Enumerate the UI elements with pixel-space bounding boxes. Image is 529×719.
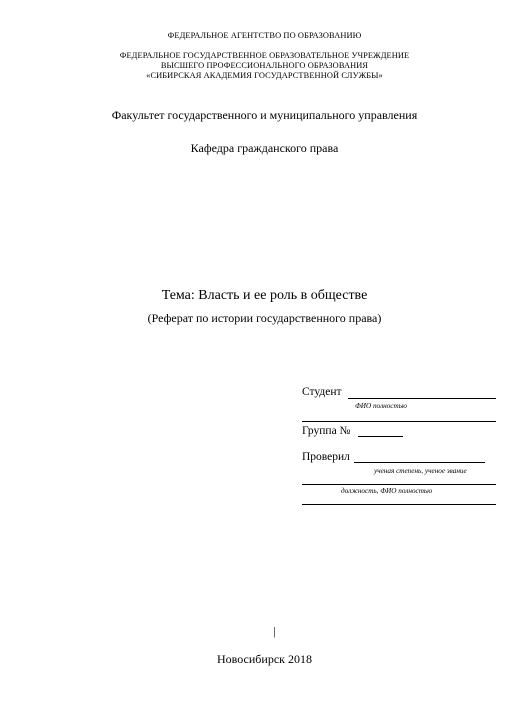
checker-position-hint: должность, ФИО полностью: [341, 487, 433, 495]
text-cursor-mark: |: [273, 624, 276, 638]
group-number-line: [358, 436, 403, 437]
institution-heading-line1: ФЕДЕРАЛЬНОЕ ГОСУДАРСТВЕННОЕ ОБРАЗОВАТЕЛЬНОЕ УЧРЕЖДЕНИЕ: [119, 51, 410, 60]
department-name: Кафедра гражданского права: [190, 141, 339, 155]
institution-heading-line2: ВЫСШЕГО ПРОФЕССИОНАЛЬНОГО ОБРАЗОВАНИЯ: [160, 61, 369, 70]
group-label: Группа №: [302, 425, 351, 437]
checker-name-line: [354, 462, 485, 463]
paper-subtitle: (Реферат по истории государственного права): [147, 311, 382, 325]
student-name-hint: ФИО полностью: [355, 402, 407, 410]
city-year-footer: Новосибирск 2018: [217, 652, 312, 666]
agency-heading: ФЕДЕРАЛЬНОЕ АГЕНТСТВО ПО ОБРАЗОВАНИЮ: [167, 31, 362, 40]
checker-label: Проверил: [302, 451, 350, 463]
checker-extra-line: [302, 504, 496, 505]
checker-position-line: [302, 484, 496, 485]
topic-title: Тема: Власть и ее роль в обществе: [161, 288, 368, 303]
student-extra-line: [302, 421, 496, 422]
checker-degree-hint: ученая степень, ученое звание: [374, 467, 467, 475]
faculty-name: Факультет государственного и муниципального управления: [111, 108, 418, 122]
institution-heading-line3: «СИБИРСКАЯ АКАДЕМИЯ ГОСУДАРСТВЕННОЙ СЛУЖБЫ»: [146, 71, 383, 80]
student-label: Студент: [302, 386, 342, 398]
student-name-line: [348, 398, 496, 399]
